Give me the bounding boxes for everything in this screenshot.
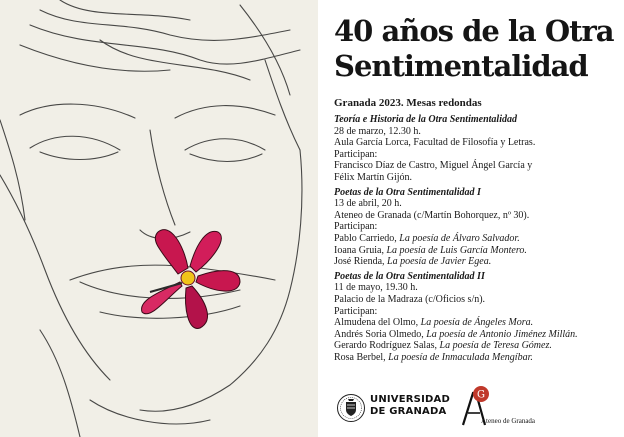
flower-icon: [142, 230, 240, 329]
session-1: [334, 114, 618, 184]
participant-topic: La poesía de Teresa Gómez.: [439, 340, 552, 352]
title-line-2: Sentimentalidad: [334, 49, 588, 83]
participant-name: Gerardo Rodríguez Salas,: [334, 340, 440, 352]
ugr-crest-icon: [336, 393, 366, 423]
participant-row: [334, 317, 618, 329]
session-date: 13 de abril, 20 h.: [334, 198, 402, 210]
session-place: Palacio de la Madraza (c/Oficios s/n).: [334, 293, 486, 305]
session-place: Aula García Lorca, Facultad de Filosofía y Letras.: [334, 137, 536, 149]
poster-title: [334, 14, 624, 84]
participant-name: Pablo Carriedo,: [334, 232, 400, 244]
session-2: [334, 187, 618, 268]
ugr-name-line-1: UNIVERSIDAD: [370, 394, 450, 405]
participants-text: Félix Martín Gijón.: [334, 171, 413, 183]
participant-name: Rosa Berbel,: [334, 351, 389, 363]
participant-topic: La poesía de Inmaculada Mengíbar.: [388, 351, 533, 363]
participant-name: Andrés Soria Olmedo,: [334, 328, 427, 340]
program: [334, 114, 618, 366]
participants-text: Francisco Díaz de Castro, Miguel Ángel García y: [334, 160, 533, 172]
participants-label: Participan:: [334, 221, 378, 233]
participant-row: [334, 352, 618, 364]
participant-row: [334, 340, 618, 352]
participant-topic: La poesía de Álvaro Salvador.: [399, 232, 520, 244]
participant-row: [334, 329, 618, 341]
session-date: 11 de mayo, 19.30 h.: [334, 282, 418, 294]
participant-row: [334, 245, 618, 257]
participant-topic: La poesía de Ángeles Mora.: [420, 317, 534, 329]
title-line-1: 40 años de la Otra: [334, 14, 614, 48]
participant-row: [334, 233, 618, 245]
session-place: Ateneo de Granada (c/Martín Bohorquez, nº 30).: [334, 209, 530, 221]
participant-name: José Rienda,: [334, 256, 388, 268]
participants-label: Participan:: [334, 305, 378, 317]
participants-label: Participan:: [334, 148, 378, 160]
session-title: Poetas de la Otra Sentimentalidad I: [334, 186, 481, 198]
session-3: [334, 271, 618, 364]
ateneo-letter: G: [477, 389, 485, 401]
ugr-logo-text: [370, 394, 450, 418]
subtitle: Granada 2023. Mesas redondas: [334, 97, 482, 109]
participant-name: Almudena del Olmo,: [334, 317, 421, 329]
participant-topic: La poesía de Javier Egea.: [387, 256, 492, 268]
participant-row: [334, 256, 618, 268]
ateneo-logo: [459, 385, 549, 429]
participant-name: Ioana Gruia,: [334, 244, 387, 256]
session-title: Teoría e Historia de la Otra Sentimentalidad: [334, 114, 517, 125]
ugr-name-line-2: DE GRANADA: [370, 406, 447, 417]
text-panel: [332, 0, 616, 437]
session-title: Poetas de la Otra Sentimentalidad II: [334, 270, 485, 282]
ateneo-name: Ateneo de Granada: [481, 417, 536, 425]
session-date: 28 de marzo, 12.30 h.: [334, 125, 421, 137]
participant-topic: La poesía de Luis García Montero.: [386, 244, 527, 256]
participant-topic: La poesía de Antonio Jiménez Millán.: [426, 328, 578, 340]
sponsor-logos: [332, 385, 616, 429]
